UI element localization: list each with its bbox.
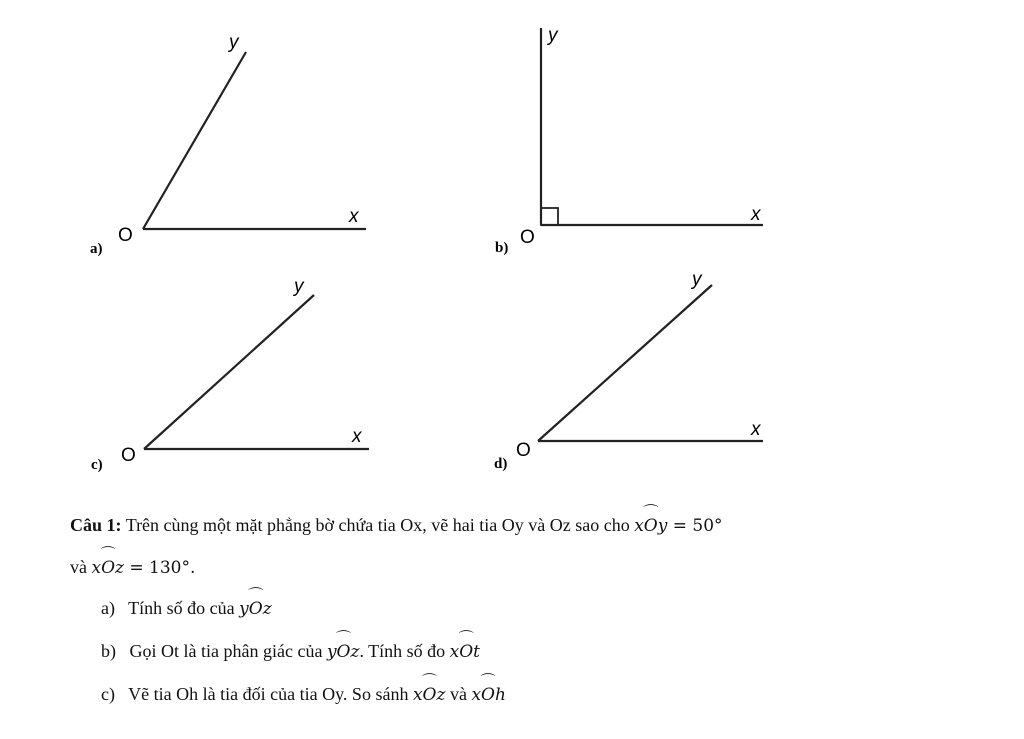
angle-xoy-value: = 50°: [672, 516, 723, 536]
part-b: [101, 629, 481, 662]
figure-a: [90, 32, 366, 257]
figure-b-x-label: x: [751, 204, 761, 225]
figure-b-right-angle-mark: [541, 208, 558, 225]
figure-d-o-label: O: [516, 440, 531, 461]
question-line-2: [70, 545, 196, 578]
part-b-angle-yoz: y ⌒ Oz: [326, 629, 360, 662]
part-c-marker: c): [101, 684, 115, 704]
angle-xoz-expression: [91, 545, 196, 578]
angle-xoz-right: z: [115, 558, 124, 578]
question-line2-prefix: và: [70, 557, 87, 577]
part-c-text2: và: [449, 684, 467, 704]
question-statement: Trên cùng một mặt phẳng bờ chứa tia Ox, vẽ hai tia Oy và Oz sao cho: [125, 515, 630, 535]
figure-a-o-label: O: [118, 225, 133, 246]
question-label: Câu 1:: [70, 515, 122, 535]
figure-b-y-label: y: [548, 25, 558, 46]
figure-a-x-label: x: [349, 206, 359, 227]
angle-xoz-left: x: [91, 558, 102, 578]
figure-d-y-label: y: [692, 269, 702, 290]
angle-xoz-value: = 130°.: [129, 558, 196, 578]
question-line-1: [70, 503, 723, 536]
part-c-text: Vẽ tia Oh là tia đối của tia Oy. So sánh: [128, 684, 409, 704]
figure-c: [91, 276, 369, 473]
figure-c-o-label: O: [121, 445, 136, 466]
part-a: [101, 586, 272, 619]
figure-a-y-label: y: [229, 32, 239, 53]
figure-d-ray-oy: [538, 285, 712, 441]
angle-xoy-vertex: ⌒ O: [643, 503, 659, 536]
figure-c-ray-oy: [144, 295, 314, 449]
angle-xoy-left: x: [634, 516, 644, 536]
angle-xoy-expression: [634, 503, 723, 536]
figure-b: [495, 25, 763, 256]
part-a-angle-yoz: y ⌒ Oz: [239, 586, 272, 619]
part-b-text2: . Tính số đo: [359, 641, 446, 661]
figure-b-tag: b): [495, 240, 509, 256]
figure-c-x-label: x: [352, 426, 362, 447]
part-c-angle-xoh: x ⌒ Oh: [471, 672, 506, 705]
figure-d-x-label: x: [751, 419, 761, 440]
figure-a-ray-oy: [143, 52, 246, 229]
part-b-text: Gọi Ot là tia phân giác của: [129, 641, 323, 661]
figure-c-tag: c): [91, 457, 103, 473]
figure-d-tag: d): [494, 456, 508, 472]
part-b-angle-xot: x ⌒ Ot: [449, 629, 481, 662]
figure-d: [494, 269, 763, 472]
part-c-angle-xoz: x ⌒ Oz: [412, 672, 446, 705]
angle-xoy-right: y: [657, 516, 668, 536]
part-a-marker: a): [101, 598, 115, 618]
part-a-text: Tính số đo của: [128, 598, 235, 618]
angle-xoz-vertex: ⌒ O: [100, 545, 116, 578]
figure-b-o-label: O: [520, 227, 535, 248]
figure-a-tag: a): [90, 241, 103, 257]
figure-c-y-label: y: [294, 276, 304, 297]
part-c: [101, 672, 506, 705]
part-b-marker: b): [101, 641, 116, 661]
